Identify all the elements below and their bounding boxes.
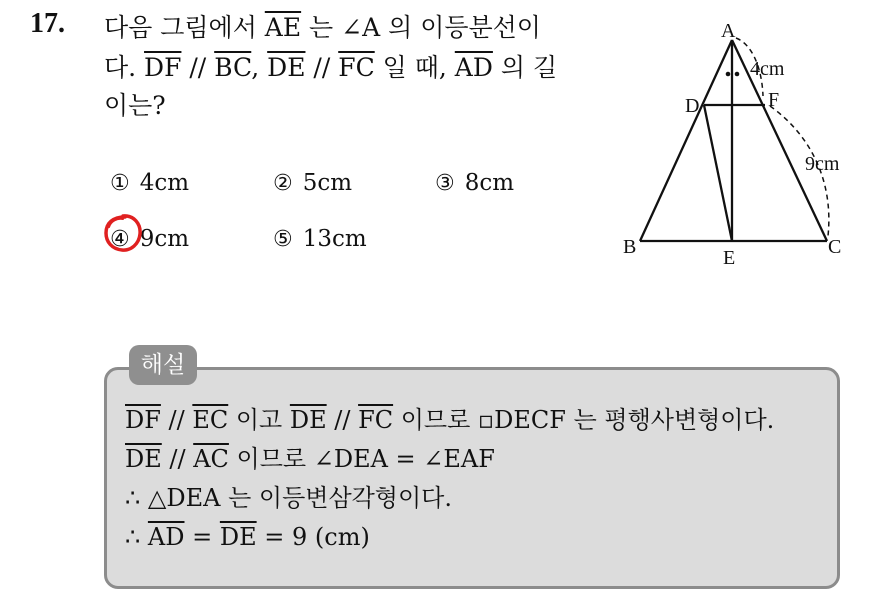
length-af: 4cm [750, 58, 785, 80]
triangle-figure [612, 18, 862, 273]
segment-ad: $\overline{AD}$ [454, 53, 493, 82]
choice-marker: ① [110, 171, 130, 196]
segment-de-line [704, 105, 732, 241]
side-ab [640, 40, 732, 241]
choice-1[interactable]: ① 4cm [110, 170, 190, 196]
angle-mark-dot-right [735, 72, 740, 77]
choice-2[interactable]: ② 5cm [273, 170, 353, 196]
length-fc: 9cm [805, 153, 840, 175]
solution-line-4: ∴ $\overline{AD} = \overline{DE} = 9$ (cm) [125, 523, 370, 551]
solution-tag: 해설 [129, 345, 197, 385]
question-line-2: 다. $\overline{DF} // \overline{BC}$, $\overline{DE} // \overline{FC}$ 일 때, $\overline{AD}$ 의 길 [104, 53, 558, 82]
segment-bc: $\overline{BC}$ [214, 53, 252, 82]
label-c: C [828, 236, 842, 258]
segment-ae: $\overline{AE}$ [264, 13, 302, 42]
choice-marker: ④ [110, 227, 130, 252]
solution-line-3: ∴ △DEA 는 이등변삼각형이다. [125, 484, 452, 512]
question-line-1: 다음 그림에서 $\overline{AE}$ 는 ∠A 의 이등분선이 [104, 13, 541, 42]
choice-marker: ⑤ [273, 227, 293, 252]
solution-line-1: $\overline{DF} // \overline{EC}$ 이고 $\overline{DE} // \overline{FC}$ 이므로 ▫DECF 는 평행사변형이다. [125, 406, 775, 434]
choice-marker: ③ [435, 171, 455, 196]
label-b: B [623, 236, 637, 258]
choice-3[interactable]: ③ 8cm [435, 170, 515, 196]
segment-fc: $\overline{FC}$ [338, 53, 375, 82]
choice-5[interactable]: ⑤ 13cm [273, 226, 367, 252]
angle-mark-dot-left [726, 72, 731, 77]
label-f: F [768, 89, 780, 111]
choice-4[interactable]: ④ 9cm [110, 226, 190, 252]
choice-marker: ② [273, 171, 293, 196]
label-e: E [723, 247, 736, 269]
label-a: A [721, 20, 736, 42]
solution-line-2: $\overline{DE} // \overline{AC}$ 이므로 ∠DEA = ∠EAF [125, 445, 495, 473]
question-number: 17. [30, 8, 65, 39]
segment-df: $\overline{DF}$ [144, 53, 182, 82]
question-line-3: 이는? [104, 91, 166, 120]
label-d: D [685, 95, 700, 117]
answer-circle-mark [103, 213, 143, 253]
solution-box [104, 367, 840, 589]
segment-de: $\overline{DE}$ [267, 53, 306, 82]
